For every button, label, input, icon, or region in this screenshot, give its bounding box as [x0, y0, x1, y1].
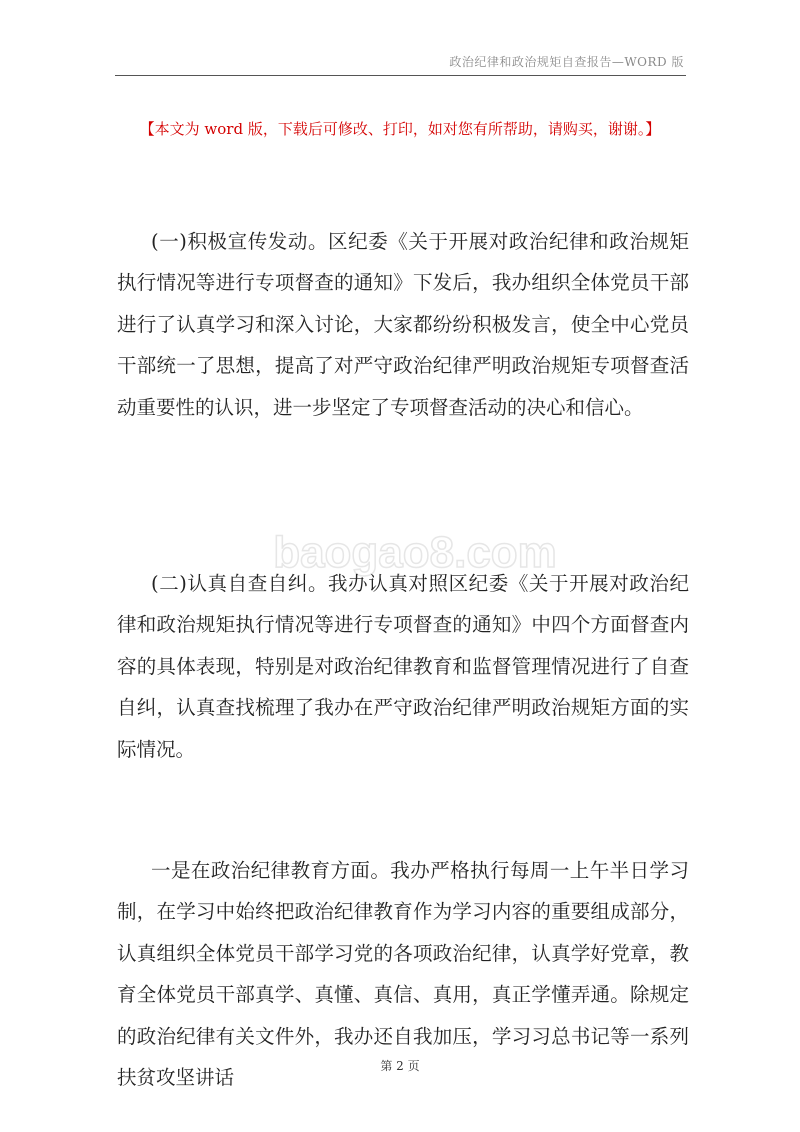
- page-number: 第 2 页: [380, 1059, 420, 1073]
- paragraph-2: (二)认真自查自纠。我办认真对照区纪委《关于开展对政治纪律和政治规矩执行情况等进行专项督查的通知》中四个方面督查内容的具体表现，特别是对政治纪律教育和监督管理情况进行了自查自纠，认真查找梳理了我办在严守政治纪律严明政治规矩方面的实际情况。: [117, 571, 689, 761]
- header-divider: [115, 75, 686, 76]
- paragraph-1: (一)积极宣传发动。区纪委《关于开展对政治纪律和政治规矩执行情况等进行专项督查的通知》下发后，我办组织全体党员干部进行了认真学习和深入讨论，大家都纷纷积极发言，使全中心党员干部统一了思想，提高了对严守政治纪律严明政治规矩专项督查活动重要性的认识，进一步坚定了专项督查活动的决心和信心。: [117, 229, 689, 419]
- paragraph-3: 一是在政治纪律教育方面。我办严格执行每周一上午半日学习制，在学习中始终把政治纪律教育作为学习内容的重要组成部分，认真组织全体党员干部学习党的各项政治纪律，认真学好党章，教育全体党员干部真学、真懂、真信、真用，真正学懂弄通。除规定的政治纪律有关文件外，我办还自我加压，学习习总书记等一系列扶贫攻坚讲话: [117, 858, 689, 1089]
- header-title: 政治纪律和政治规矩自查报告—WORD 版: [449, 55, 684, 69]
- watermark-text: baogao8.com: [273, 528, 557, 577]
- purchase-notice: 【本文为 word 版，下载后可修改、打印，如对您有所帮助，请购买，谢谢。】: [139, 120, 661, 138]
